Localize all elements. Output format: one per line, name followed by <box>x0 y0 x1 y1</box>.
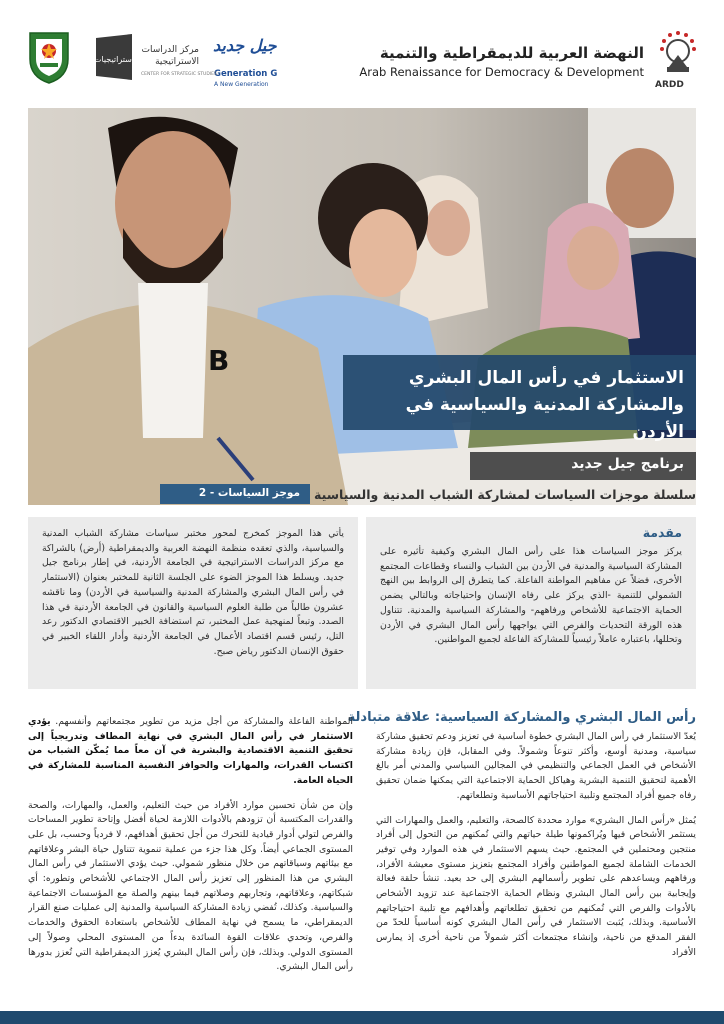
css-logo <box>92 32 136 82</box>
program-name: برنامج جيل جديد <box>571 456 684 472</box>
program-banner <box>470 452 696 480</box>
paragraph: وإن من شأن تحسين موارد الأفراد من حيث التعليم، والعمل، والمهارات، والصحة والقدرات المكتسبة أن تزودهم بالأدوات اللازمة لحياة أفضل وإتاحة تطوير المساحات والفرص لتولي أدوار قيادية للتحرك من أجل تحقيق أهدافهم، لا فردياً وحسب، بل على المستوى الجماعي أيضاً. وكل هذا جزء من عملية تنموية تتناول حياة البشر وعلاقاتهم مع بيئاتهم وسياقاتهم من خلال منظور شمولي. حيث يؤدي الاستثمار في رأس المال البشري من هذا المنظور إلى تعزيز رأس المال الاجتماعي للأشخاص وتطوره: أي شبكاتهم، وعلاقاتهم، وتجاربهم وصلاتهم فيما بينهم والصلة مع المؤسسات الاجتماعية والسياسية. وكذلك، تُفضي زيادة المشاركة السياسية والمدنية إلى عمليات صنع القرار الديمقراطي، ما يسمح في نهاية المطاف للأشخاص باستعادة الحقوق والخدمات والفرص، وتحدي علاقات القوة السائدة بدءاً من المستوى المحلي وصولاً إلى المستوى الدولي. وبذلك، فإن رأس المال البشري يُعزز الديمقراطية التي تُعزز بدورها رأس المال البشري. <box>28 799 353 973</box>
intro-heading: مقدمة <box>642 525 682 540</box>
css-name-english: CENTER FOR STRATEGIC STUDIES <box>141 72 217 77</box>
paragraph: يُعدّ الاستثمار في رأس المال البشري خطوة أساسية في تعزيز ودعم تحقيق مشاركة سياسية، ومدنية أوسع، وأكثر تنوعاً وشمولاً. وفي المقابل، فإن زيادة مشاركة الأشخاص في العمل الجماعي والتنظيمي في المجالين السياسي والمدني أمر بالغ الأهمية لتحقيق التنمية البشرية وهياكل الحماية الاجتماعية التي يمكنها ضمان تحقيق رفاه جميع أفراد المجتمع وتلبية احتياجاتهم الأساسية وتطلعاتهم. <box>376 731 696 801</box>
org-name-english: Arab Renaissance for Democracy & Development <box>359 65 644 79</box>
org-name-arabic: النهضة العربية للديمقراطية والتنمية <box>379 44 644 62</box>
paragraph <box>28 715 353 789</box>
university-crest-icon <box>28 29 70 84</box>
brief-tag <box>160 484 310 504</box>
section-heading: رأس المال البشري والمشاركة السياسية: علاقة متبادلة <box>347 710 696 725</box>
page-title: الاستثمار في رأس المال البشري والمشاركة المدنية والسياسية في الأردن <box>405 368 684 442</box>
generation-g-tagline: A New Generation <box>214 81 269 88</box>
generation-g-english: Generation G <box>214 69 278 79</box>
brief-number: موجز السياسات - 2 <box>198 487 300 499</box>
intro-box <box>366 517 696 689</box>
css-logo-text: استراتيجيات <box>93 55 135 64</box>
intro-context-box <box>28 517 358 689</box>
paragraph: يُمثل «رأس المال البشري» موارد محددة كالصحة، والتعليم، والعمل والمهارات التي يستثمر الأشخاص فيها ويُراكمونها طيلة حياتهم والتي تُمكنهم من التحول إلى أفراد منتجين ومحتملين في المجتمع. حيث يسهم الاستثمار في هذه الموارد وفي توفير الخدمات الشاملة لجميع المواطنين وأفراد المجتمع بتعزيز مستوى معيشة الأفراد، ورفاههم ويساعدهم على تطوير رأسمالهم البشري إلى حد بعيد. تنشأ حلقة فعالة وإيجابية بين رأس المال البشري ونظام الحماية الاجتماعية عند تزويد الأشخاص بالأدوات والفرص التي تُمكنهم من تحقيق تطلعاتهم وأهدافهم مع تلبية احتياجاتهم الأساسية. وبذلك، يُثبت الاستثمار في رأس المال البشري كونه أساسياً للحدّ من الفقر المدقع من ناحية، وإنشاء مجتمعات أكثر شمولاً من ناحية أخرى إذ يمارس الأفراد <box>376 814 696 958</box>
series-subtitle: سلسلة موجزات السياسات لمشاركة الشباب المدنية والسياسية <box>314 487 696 502</box>
section-right-column <box>376 730 696 1002</box>
paragraph-emphasis: يؤدي الاستثمار في رأس المال البشري في نهاية المطاف وتدريجياً إلى تحقيق التنمية الاقتصادية والبشرية في آن معاً مما يُمكّن الشباب من اكتساب القدرات، والمهارات والحوافز النفسية المناسبة للمشاركة في الحياة العامة. <box>28 716 353 786</box>
paragraph-plain: المواطنة الفاعلة والمشاركة من أجل مزيد من تطوير مجتمعاتهم وأنفسهم. <box>50 716 353 727</box>
hero-title-box <box>343 355 696 442</box>
generation-g-arabic: جيل جديد <box>213 36 277 55</box>
intro-context-text: يأتي هذا الموجز كمخرج لمحور مختبر سياسات مشاركة الشباب المدنية والسياسية، والذي تعقده منظمة النهضة العربية والديمقراطية (أرض) بالشراكة مع مركز الدراسات الاستراتيجية في الجامعة الأردنية، في إطار برنامج جيل جديد. ويسلط هذا الموجز الضوء على الجلسة الثانية للمختبر بعنوان (الاستثمار في رأس المال البشري والمشاركة المدنية والسياسية في الأردن) وما ناقشه عشرون طالباً من طلبة العلوم السياسية والقانون في الجامعة الأردنية في هذا الصدد. وتبعاً لمنهجية عمل المختبر، تم استضافة الخبير الاقتصادي الدكتور رعد التل، رئيس قسم اقتصاد الأعمال في الجامعة الأردنية وأدار اللقاء الخبير في حقوق الإنسان الدكتور رياض صبح. <box>42 528 344 657</box>
svg-text:B: B <box>208 344 230 377</box>
footer-bar <box>0 1011 724 1024</box>
section-left-column <box>28 715 353 1002</box>
css-name-arabic: مركز الدراسات الاستراتيجية <box>141 45 199 67</box>
intro-text: يركز موجز السياسات هذا على رأس المال البشري وكيفية تأثيره على المشاركة السياسية والمدنية في الأردن بين الشباب والنساء وقطاعات المجتمع الأخرى، فضلاً عن مفاهيم المواطنة الفاعلة. كما يتطرق إلى الروابط بين النهج الشمولي للتنمية -الذي يركز على رفاه الإنسان واحتياجاته وبالتالي يضمن الحماية الاجتماعية للأشخاص ورفاههم- والمشاركة السياسية والمدنية. تتناول هذه الورقة التحديات والفرص التي يواجهها رأس المال البشري في الأردن وتحللها، باعتباره عاملاً رئيسياً للمشاركة الفاعلة لجميع المواطنين. <box>380 546 682 646</box>
ardd-abbreviation: ARDD <box>655 80 684 90</box>
